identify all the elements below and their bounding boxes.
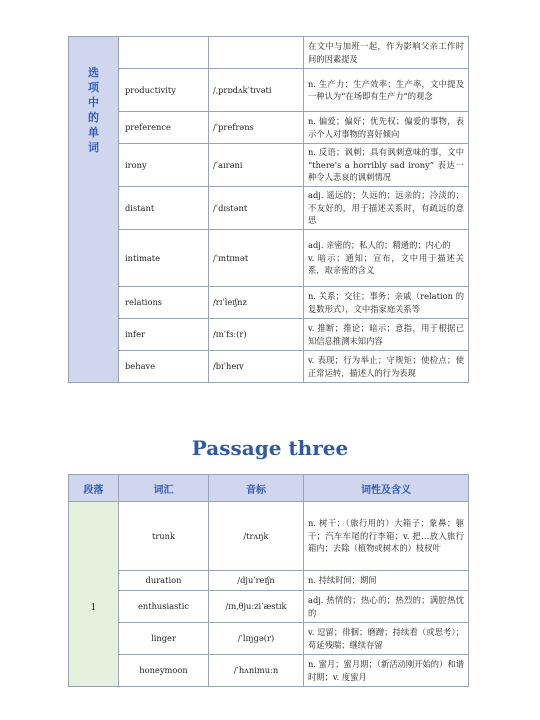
word-cell: behave — [119, 351, 209, 383]
meaning-cell: n. 生产力；生产效率；生产率，文中提及一种认为“在场即有生产力”的观念 — [304, 69, 469, 112]
phonetic-cell: /ˈdɪstənt — [209, 187, 304, 230]
phonetic-cell: /ɪnˌθjuːziˈæstɪk — [209, 591, 304, 623]
phonetic-cell: /ˌprɒdʌkˈtɪvəti — [209, 69, 304, 112]
table-row — [69, 37, 469, 69]
meaning-cell: n. 反语；讽刺；具有讽刺意味的事，文中 “there's a horribly sad irony” 表达一种令人悲哀的讽刺情况 — [304, 144, 469, 187]
word-cell: duration — [119, 571, 209, 591]
table-row — [69, 144, 469, 187]
word-cell: trunk — [119, 502, 209, 571]
header-meaning: 词性及含义 — [304, 475, 469, 502]
word-cell: honeymoon — [119, 655, 209, 687]
meaning-cell: n. 蜜月；蜜月期；（新活动刚开始的）和谐时期；v. 度蜜月 — [304, 655, 469, 687]
meaning-cell: n. 关系；交往；事务；亲戚（relation 的复数形式），文中指家庭关系等 — [304, 287, 469, 319]
phonetic-cell: /trʌŋk — [209, 502, 304, 571]
meaning-cell: n. 偏爱；偏好；优先权；偏爱的事物，表示个人对事物的喜好倾向 — [304, 112, 469, 144]
word-cell: intimate — [119, 230, 209, 287]
meaning-cell: 在文中与加班一起，作为影响父亲工作时间的因素提及 — [304, 37, 469, 69]
phonetic-cell: /ˈprefrəns — [209, 112, 304, 144]
phonetic-cell — [209, 37, 304, 69]
word-cell: irony — [119, 144, 209, 187]
table-row — [69, 187, 469, 230]
table-row — [69, 502, 469, 571]
word-cell: productivity — [119, 69, 209, 112]
word-cell: enthusiastic — [119, 591, 209, 623]
paragraph-number: 1 — [69, 502, 119, 687]
header-phonetic: 音标 — [209, 475, 304, 502]
meaning-cell: adj. 热情的；热心的；热烈的；满腔热忱的 — [304, 591, 469, 623]
meaning-cell: adj. 遥远的；久远的；远亲的；冷淡的；不友好的，用于描述关系时，有疏远的意思 — [304, 187, 469, 230]
meaning-cell: n. 持续时间；期间 — [304, 571, 469, 591]
meaning-cell: v. 逗留；徘徊；磨蹭；持续看（或思考）；苟延残喘；继续存留 — [304, 623, 469, 655]
table-row — [69, 287, 469, 319]
meaning-cell: n. 树干；（旅行用的）大箱子；象鼻；躯干；汽车车尾的行李箱；v. 把…放入旅行箱内；去除（植物或树木的）枝杈叶 — [304, 502, 469, 571]
table-row — [69, 69, 469, 112]
word-cell: linger — [119, 623, 209, 655]
section-label-cell — [69, 37, 119, 383]
word-cell: distant — [119, 187, 209, 230]
table-row — [69, 112, 469, 144]
phonetic-cell: /bɪˈheɪv — [209, 351, 304, 383]
meaning-cell: v. 表现；行为举止；守规矩；使检点；使正常运转，描述人的行为表现 — [304, 351, 469, 383]
header-paragraph: 段落 — [69, 475, 119, 502]
word-cell — [119, 37, 209, 69]
word-cell: preference — [119, 112, 209, 144]
bottom-vocab-table — [68, 474, 469, 687]
phonetic-cell: /ˈlɪŋɡə(r) — [209, 623, 304, 655]
table-row — [69, 655, 469, 687]
phonetic-cell: /ˈhʌnimuːn — [209, 655, 304, 687]
table-row — [69, 623, 469, 655]
meaning-cell: adj. 亲密的；私人的；精通的；内心的 v. 暗示；通知；宣布，文中用于描述关系，取亲密的含义 — [304, 230, 469, 287]
phonetic-cell: /ɪnˈfɜː(r) — [209, 319, 304, 351]
table-row — [69, 591, 469, 623]
header-row — [69, 475, 469, 502]
table-row — [69, 319, 469, 351]
table-row — [69, 571, 469, 591]
table-row — [69, 351, 469, 383]
word-cell: infer — [119, 319, 209, 351]
passage-title: Passage three — [191, 436, 349, 460]
word-cell: relations — [119, 287, 209, 319]
phonetic-cell: /ˈɪntɪmət — [209, 230, 304, 287]
phonetic-cell: /rɪˈleɪʃnz — [209, 287, 304, 319]
section-label: 选 项 中 的 单 词 — [88, 66, 99, 154]
meaning-cell: v. 推断；推论；暗示；意指，用于根据已知信息推测未知内容 — [304, 319, 469, 351]
table-row — [69, 230, 469, 287]
phonetic-cell: /djuˈreɪʃn — [209, 571, 304, 591]
header-word: 词汇 — [119, 475, 209, 502]
phonetic-cell: /ˈaɪrəni — [209, 144, 304, 187]
top-vocab-table — [68, 36, 469, 383]
